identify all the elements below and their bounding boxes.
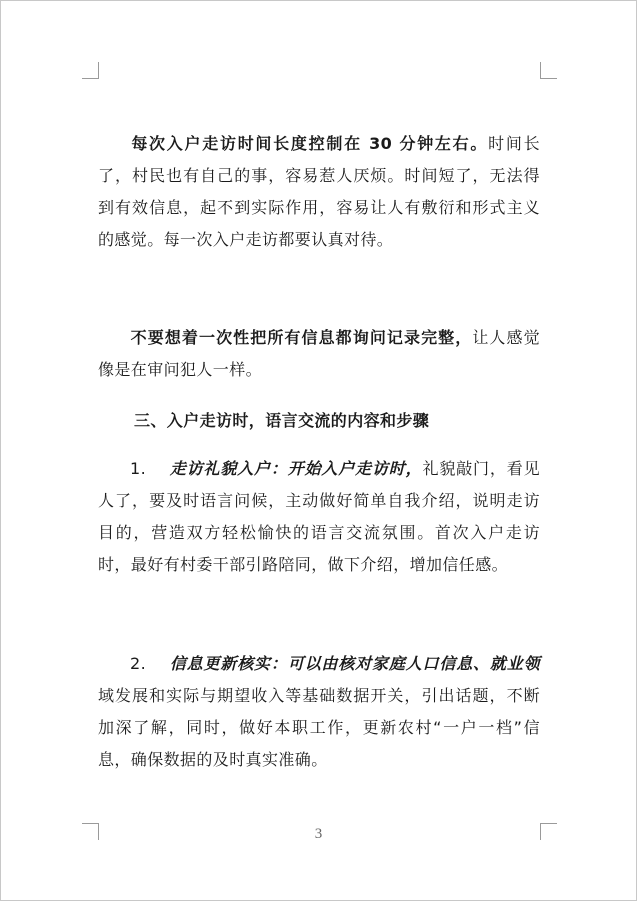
paragraph-visit-duration-text: 时间长了，村民也有自己的事，容易惹人厌烦。时间短了，无法得到有效信息，起不到实际作用，容易让人有敷衍和形式主义的感觉。每一次入户走访都要认真对待。 (98, 134, 540, 249)
paragraph-no-interrogation-bold: 不要想着一次性把所有信息都询问记录完整， (130, 328, 473, 347)
list-item-1-title: 走访礼貌入户：开始入户走访时， (169, 459, 423, 478)
list-item-2-title: 信息更新核实：可以由核对家庭人口信息、就业领 (169, 654, 540, 673)
page-number: 3 (314, 826, 323, 842)
list-item-2 (98, 648, 540, 776)
paragraph-no-interrogation (98, 322, 540, 386)
section-heading: 三、入户走访时，语言交流的内容和步骤 (134, 411, 430, 430)
crop-mark-top-right (540, 62, 557, 79)
list-item-2-number: 2. (130, 654, 147, 673)
paragraph-visit-duration-bold: 每次入户走访时间长度控制在 30 分钟左右。 (130, 134, 489, 153)
list-item-1 (98, 453, 540, 581)
paragraph-visit-duration (98, 128, 540, 256)
list-item-1-text: 礼貌敲门，看见人了，要及时语言问候，主动做好简单自我介绍，说明走访目的，营造双方轻松愉快的语言交流氛围。首次入户走访时，最好有村委干部引路陪同，做下介绍，增加信任感。 (98, 459, 540, 574)
crop-mark-top-left (82, 62, 99, 79)
list-item-2-text: 域发展和实际与期望收入等基础数据开关，引出话题，不断加深了解，同时，做好本职工作，更新农村“一户一档”信息，确保数据的及时真实准确。 (98, 686, 540, 769)
paragraph-no-interrogation-text: 让人感觉像是在审问犯人一样。 (98, 328, 540, 379)
list-item-1-number: 1. (130, 459, 147, 478)
